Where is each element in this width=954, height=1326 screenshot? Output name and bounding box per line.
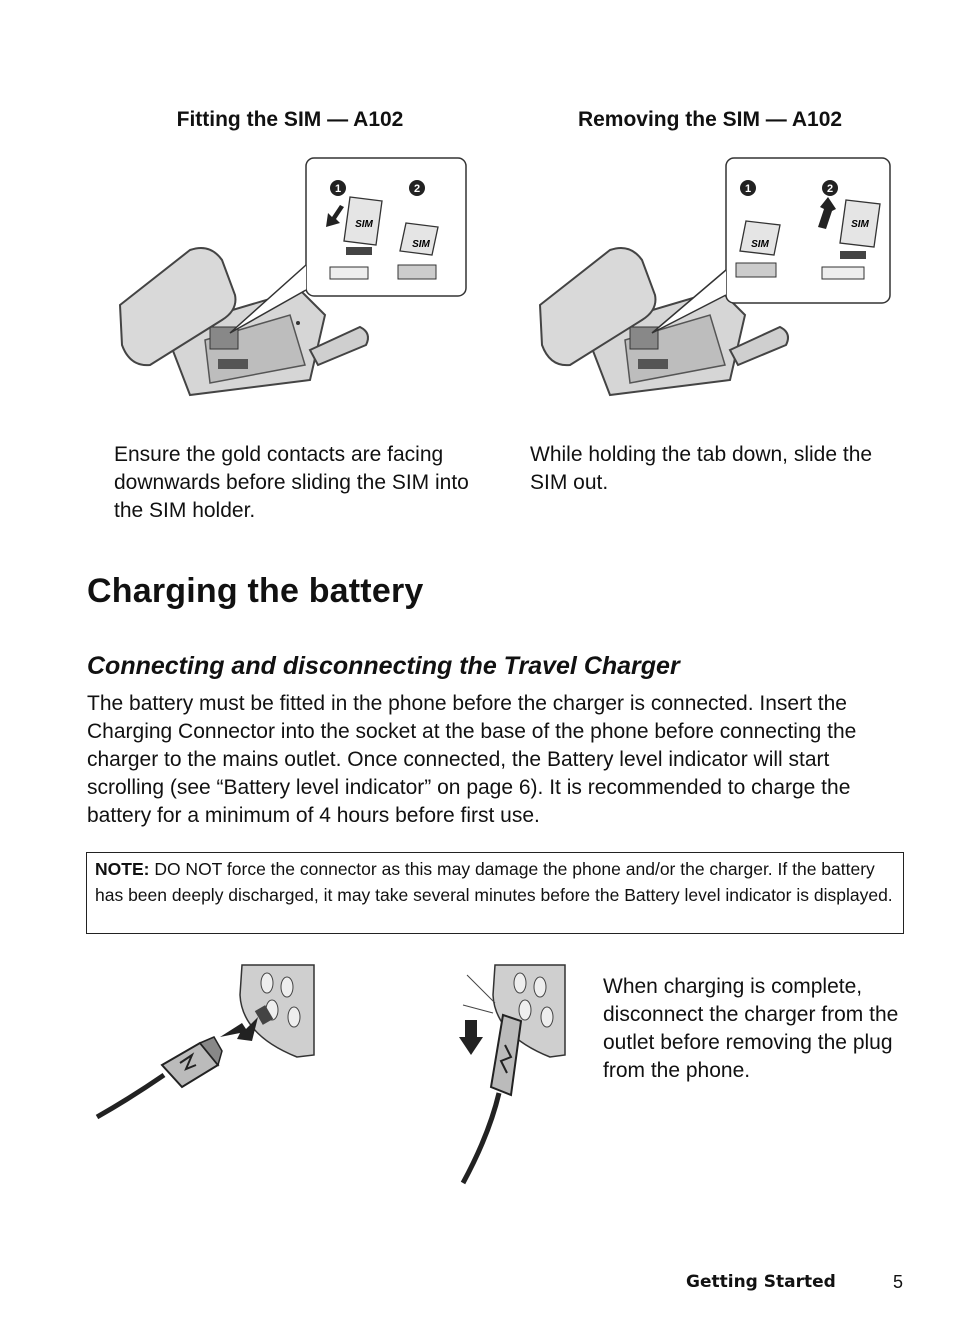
subsection-heading: Connecting and disconnecting the Travel Charger bbox=[87, 652, 680, 680]
fitting-sim-caption: Ensure the gold contacts are facing downwards before sliding the SIM into the SIM holder. bbox=[114, 443, 469, 522]
fitting-sim-card-label-1: SIM bbox=[355, 219, 373, 230]
fitting-sim-card-label-2: SIM bbox=[412, 239, 430, 250]
footer-section-label: Getting Started bbox=[686, 1272, 836, 1292]
page-number: 5 bbox=[893, 1272, 904, 1292]
fitting-step-1-label: 1 bbox=[334, 183, 342, 195]
removing-sim-card-label-2: SIM bbox=[851, 219, 869, 230]
removing-sim-illustration bbox=[530, 155, 895, 400]
note-box bbox=[86, 852, 904, 934]
removing-sim-card-label-1: SIM bbox=[751, 239, 769, 250]
removing-sim-caption: While holding the tab down, slide the SIM out. bbox=[530, 443, 873, 494]
fitting-step-2-label: 2 bbox=[413, 183, 421, 195]
note-label: NOTE: bbox=[95, 859, 150, 879]
charging-instructions: The battery must be fitted in the phone before the charger is connected. Insert the Charging Connector into the socket at the base of the phone before connecting the charger to the mains outlet. Once connected, the Battery level indicator will start scrolling (see “Battery level indicator” on page 6). It is recommended to charge the battery for a minimum of 4 hours before first use. bbox=[87, 692, 857, 827]
fitting-sim-title: Fitting the SIM — A102 bbox=[176, 108, 404, 131]
removing-sim-title: Removing the SIM — A102 bbox=[577, 108, 843, 131]
removing-step-1-label: 1 bbox=[744, 183, 752, 195]
fitting-sim-illustration bbox=[110, 155, 470, 400]
note-text: DO NOT force the connector as this may damage the phone and/or the charger. If the battery has been deeply discharged, it may take several minutes before the Battery level indicator is displayed. bbox=[95, 859, 893, 905]
charger-disconnect-illustration bbox=[455, 965, 570, 1190]
section-heading: Charging the battery bbox=[87, 572, 424, 610]
pull-down-arrow-icon bbox=[459, 1020, 483, 1055]
charger-connect-illustration bbox=[92, 965, 317, 1125]
removing-step-2-label: 2 bbox=[826, 183, 834, 195]
charger-caption: When charging is complete, disconnect the charger from the outlet before removing the plug from the phone. bbox=[603, 975, 899, 1082]
